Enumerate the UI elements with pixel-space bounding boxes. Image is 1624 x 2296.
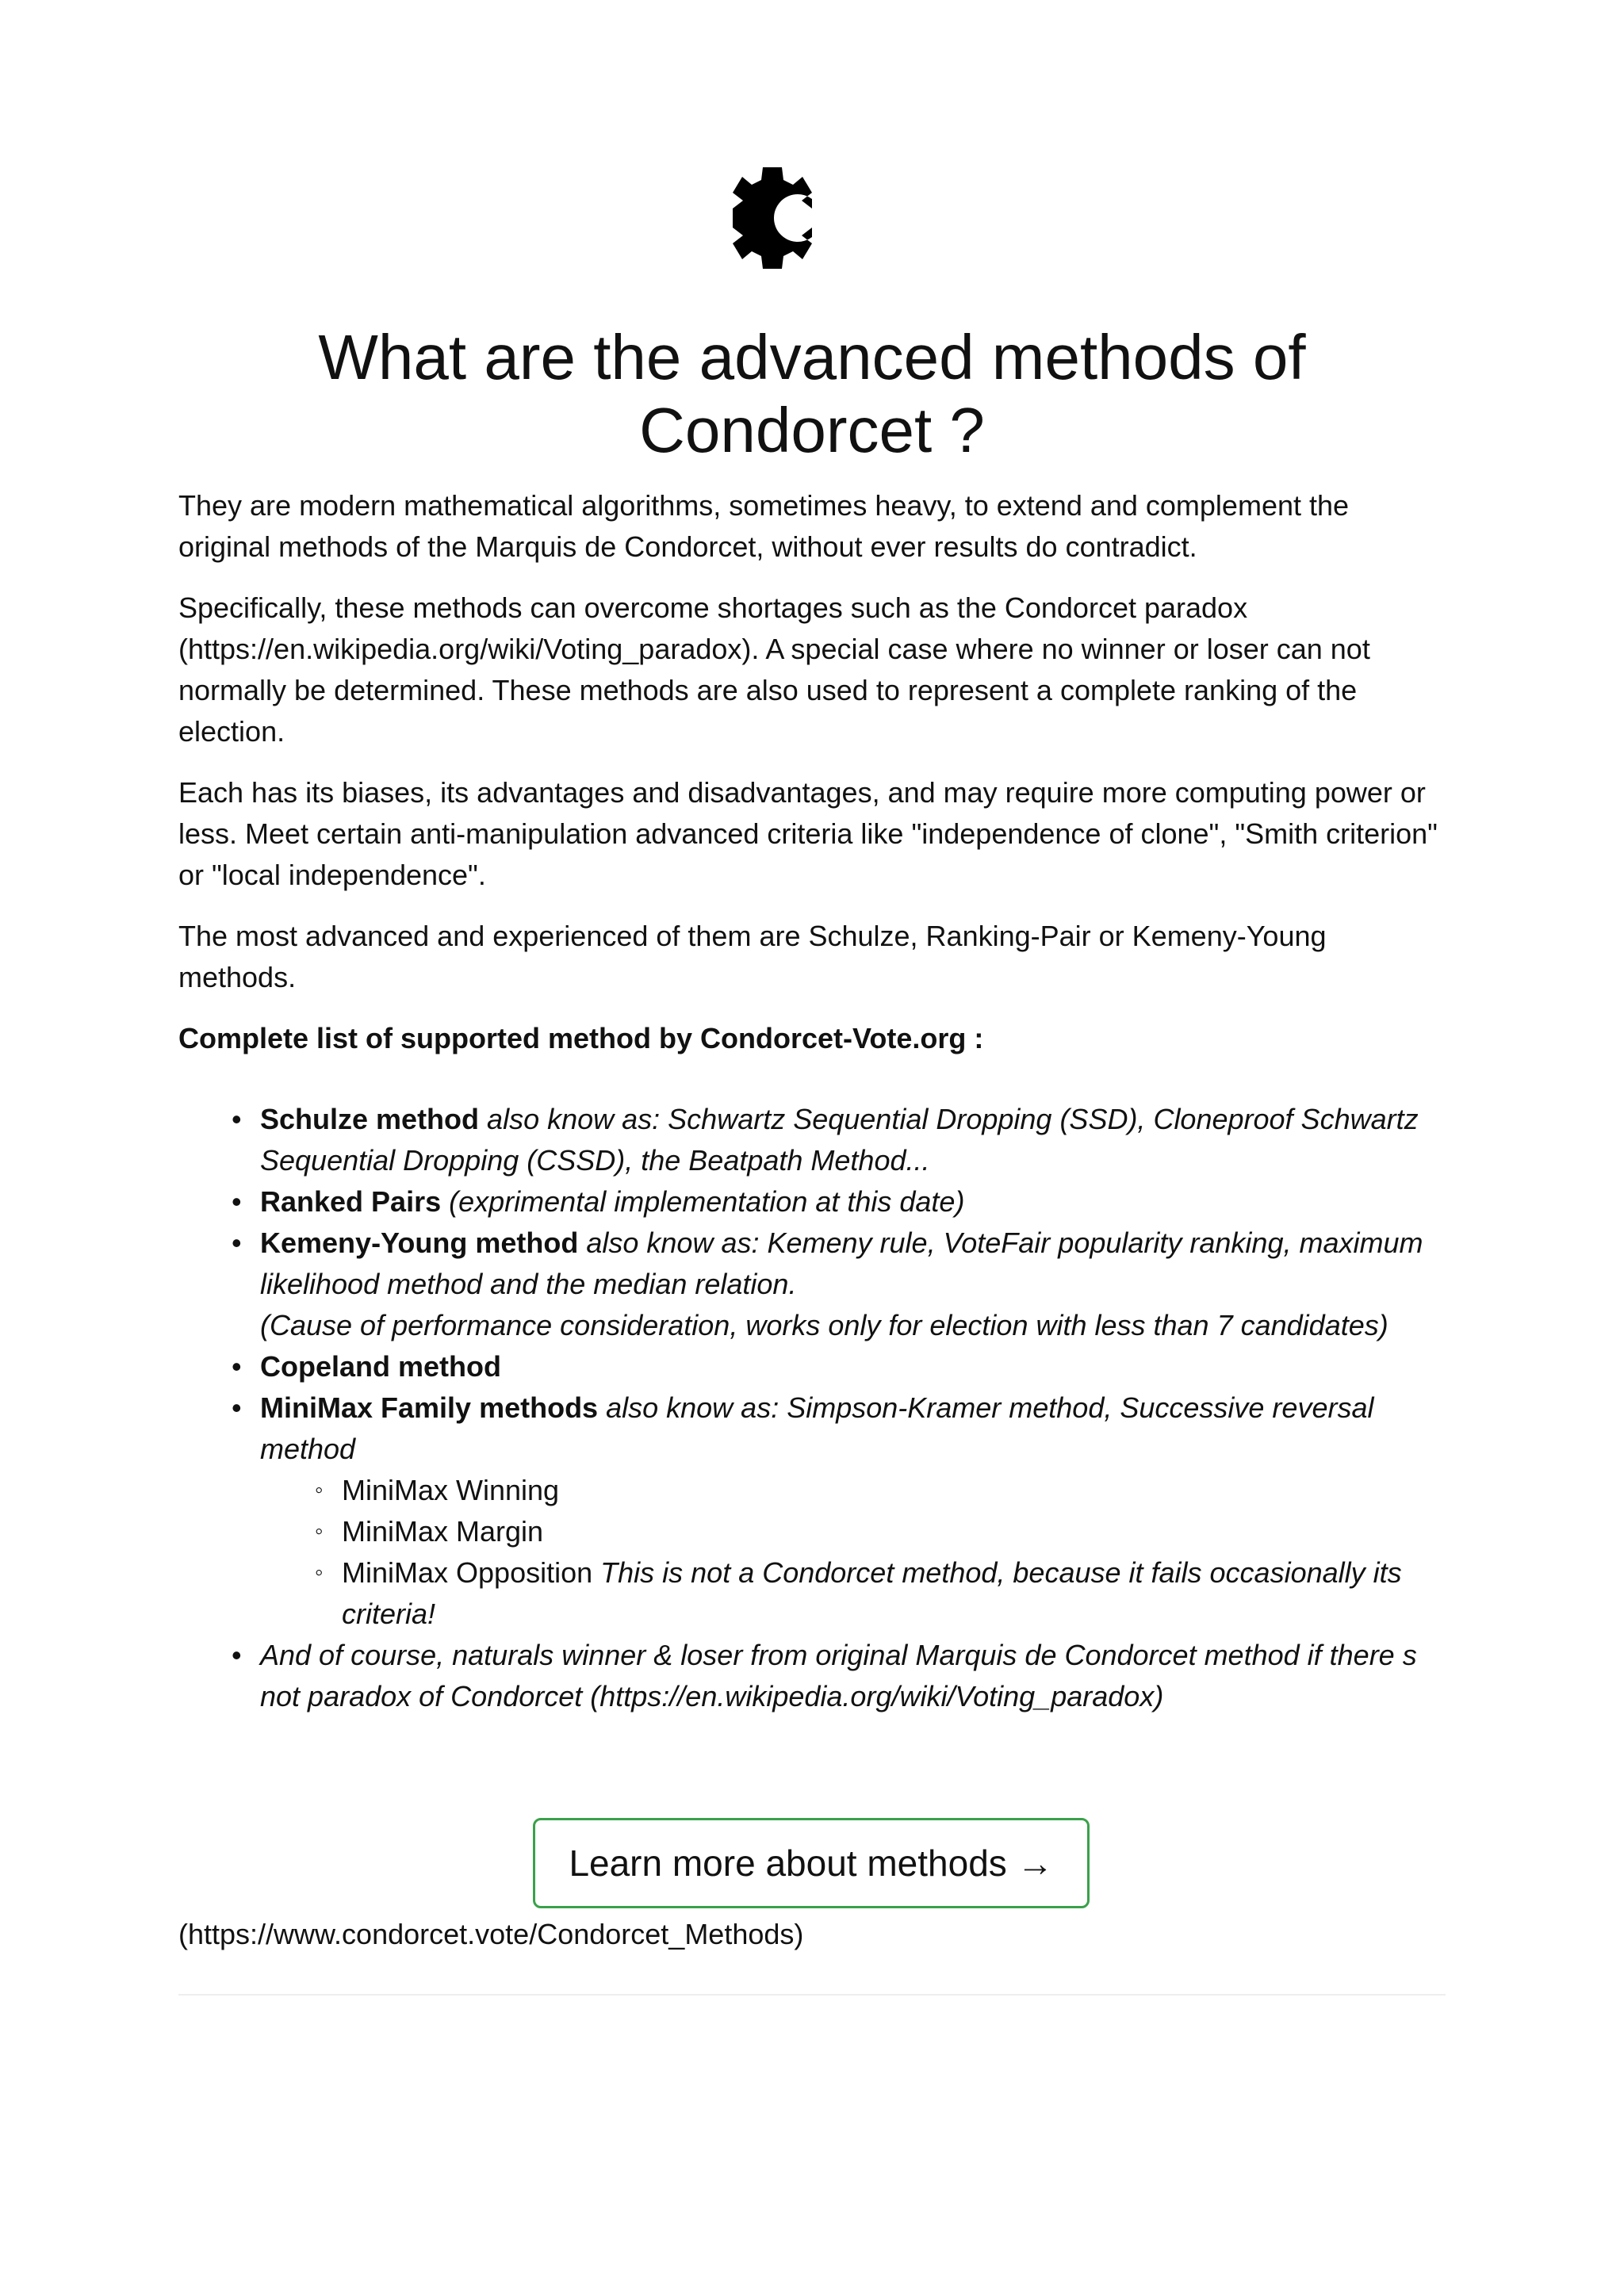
method-description: also know as: Kemeny rule, VoteFair popularity ranking, maximum likelihood method and the median relation. (260, 1226, 1423, 1300)
method-name: Copeland method (260, 1350, 501, 1383)
sub-method-description: This is not a Condorcet method, because it fails occasionally its criteria! (342, 1556, 1402, 1630)
sub-list-item-minimax-opposition (342, 1552, 1446, 1635)
list-item-copeland (260, 1346, 1446, 1387)
method-description: And of course, naturals winner & loser from original Marquis de Condorcet method if there s not paradox of Condorcet (https://en.wikipedia.org/wiki/Voting_paradox) (260, 1639, 1417, 1712)
divider (178, 1994, 1446, 1996)
method-description: also know as: Simpson-Kramer method, Successive reversal method (260, 1391, 1374, 1465)
method-name: Schulze method (260, 1103, 480, 1135)
list-item-kemeny-young (260, 1223, 1446, 1346)
advanced-methods-paragraph: The most advanced and experienced of them are Schulze, Ranking-Pair or Kemeny-Young methods. (178, 920, 1327, 993)
method-name: Ranked Pairs (260, 1185, 442, 1218)
method-description: (exprimental implementation at this date) (449, 1185, 965, 1218)
method-name: Kemeny-Young method (260, 1226, 579, 1259)
sub-list-item-minimax-winning (342, 1470, 1446, 1511)
criteria-paragraph: Each has its biases, its advantages and disadvantages, and may require more computing power or less. Meet certain anti-manipulation advanced criteria like "independence of clone", "Smith criterion" or "local independence". (178, 776, 1438, 891)
method-name: MiniMax Family methods (260, 1391, 599, 1424)
list-item-schulze (260, 1099, 1446, 1181)
list-item-minimax (260, 1387, 1446, 1635)
sub-method-name: MiniMax Winning (342, 1474, 560, 1506)
method-note: (Cause of performance consideration, works only for election with less than 7 candidates) (260, 1309, 1388, 1341)
gear-icon (733, 163, 812, 274)
list-item-natural-winner-loser (260, 1635, 1446, 1717)
learn-more-url: (https://www.condorcet.vote/Condorcet_Methods) (178, 1918, 804, 1950)
page-title: What are the advanced methods of Condorcet ? (318, 322, 1306, 465)
methods-list-heading: Complete list of supported method by Condorcet-Vote.org : (178, 1022, 984, 1054)
minimax-sub-list (260, 1470, 1446, 1635)
learn-more-button[interactable]: Learn more about methods → (533, 1818, 1090, 1908)
sub-method-name: MiniMax Margin (342, 1515, 544, 1548)
methods-list (178, 1099, 1446, 1717)
method-description: also know as: Schwartz Sequential Dropping (SSD), Cloneproof Schwartz Sequential Dropping (CSSD), the Beatpath Method... (260, 1103, 1419, 1177)
intro-paragraph: They are modern mathematical algorithms, sometimes heavy, to extend and complement the original methods of the Marquis de Condorcet, without ever results do contradict. (178, 489, 1350, 563)
main-content (178, 485, 1446, 1717)
sub-list-item-minimax-margin (342, 1511, 1446, 1552)
sub-method-name: MiniMax Opposition (342, 1556, 593, 1589)
list-item-ranked-pairs (260, 1181, 1446, 1223)
paradox-paragraph: Specifically, these methods can overcome shortages such as the Condorcet paradox (https://en.wikipedia.org/wiki/Voting_paradox). A special case where no winner or loser can not normally be determined. These methods are also used to represent a complete ranking of the election. (178, 591, 1370, 748)
